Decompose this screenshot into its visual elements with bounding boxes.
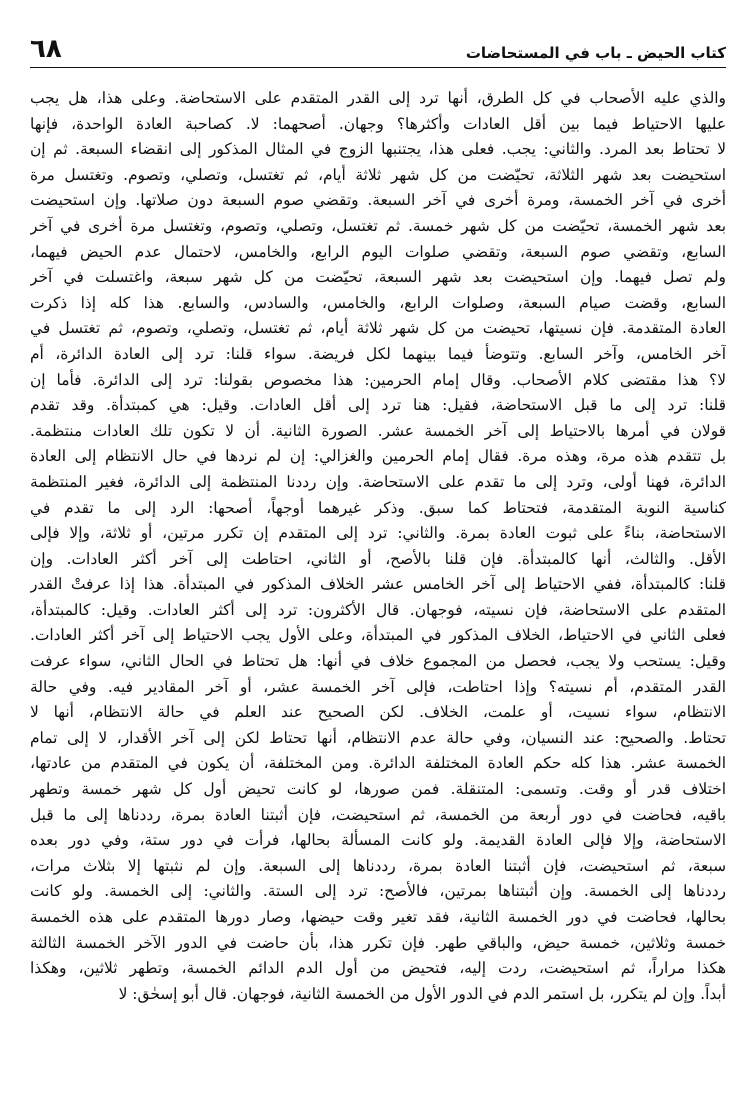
text-line: الدائرة، فهنا أولى، وترد إلى ما تقدم على الاستحاضة. وإن رددنا المنتظمة إلى الدائرة، فغير المنتظمة [30, 472, 726, 491]
running-title: كتاب الحيض ـ باب في المستحاضات [465, 44, 726, 62]
text-line: بل تتقدم هذه مرة، وهذه مرة. فقال إمام الحرمين والغزالي: إن لم نردها في حال الانتظام إلى العادة [30, 447, 726, 466]
text-line: اختلاف قدر أو وقت. وتسمى: المتنقلة. فمن صورها، لو كانت تحيض أول كل شهر خمسة وتطهر [30, 780, 726, 799]
text-line: قلنا: ترد إلى ما قبل الاستحاضة، فقيل: هنا ترد إلى أقل العادات. وقيل: هي كمبتدأة. وقد تقدم [30, 396, 726, 415]
text-line: الانتظام، سواء نسيت، أو علمت، الخلاف. لكن الصحيح عند العلم في حالة الانتظام، أنها لا [30, 703, 726, 722]
text-line: أخرى في آخر الخمسة، ومرة أخرى في آخر السبعة. وتقضي صوم السبعة دون صلاتها. وإن استحيضت [30, 191, 726, 210]
text-line: بعد شهر الخمسة، تحيّضت من كل شهر خمسة. ثم تغتسل، وتصلي، وتصوم، وتغتسل مرة أخرى في آخر [30, 216, 726, 235]
text-line: لا؟ هذا مقتضى كلام الأصحاب. وقال إمام الحرمين: هذا مخصوص بقولنا: ترد إلى الدائرة. فأما إن [30, 370, 726, 389]
text-line: باقيه، فحاضت في دور أربعة من الخمسة، ثم استحيضت، فإن أثبتنا العادة بمرة، رددناها إلى ما قبل [30, 805, 726, 824]
text-line: كناسية النوبة المتقدمة، فتحتاط كما سبق. وذكر غيرهما أوجهاً، أصحها: الرد إلى ما تقدم في [30, 498, 726, 517]
text-line: الاستحاضة، بناءً على ثبوت العادة بمرة. والثاني: ترد إلى المتقدم إن تكرر مرتين، أو ثلاثة، وإلا فإلى [30, 524, 726, 543]
body-text [30, 86, 726, 1007]
page-header [30, 24, 726, 68]
text-line: سبعة، ثم استحيضت، فإن أثبتنا العادة بمرة، رددناها إلى السبعة. وإن لم نثبتها إلا بثلاث مرات، [30, 856, 726, 875]
text-line: الخمسة عشر. هذا كله حكم العادة المختلفة الدائرة. ومن المختلفة، أن يكون في المتقدم من عادتها، [30, 754, 726, 773]
text-line: هكذا مراراً، ثم استحيضت، ردت إليه، فتحيض من أول الدم الدائم الخمسة، وتطهر ثلاثين، وهكذا [30, 959, 726, 978]
text-line: عليها الاحتياط فيما بين أقل العادات وأكثرها؟ وجهان. أصحهما: لا. كصاحبة العادة الواحدة، فإنها [30, 114, 726, 133]
page-number: ٦٨ [30, 34, 62, 64]
text-line: لا تحتاط بعد المرد. والثاني: يجب. فعلى هذا، يجتنبها الزوج في المثال المذكور إلى انقضاء السبعة. ثم إن [30, 140, 726, 159]
text-line: والذي عليه الأصحاب في كل الطرق، أنها ترد إلى القدر المتقدم على الاستحاضة. وعلى هذا، هل يجب [30, 89, 726, 107]
text-line: الأقل. والثالث، أنها كالمبتدأة. فإن قلنا بالأصح، أو الثاني، احتاطت إلى آخر أكثر العادات. وإن [30, 549, 726, 568]
text-line: السابع، وتقضي صوم السبعة، وتقضي صلوات اليوم الرابع، والخامس، لاحتمال عدم الحيض فيهما، [30, 242, 726, 261]
text-line: قولان في أمرها بالاحتياط إلى آخر الخمسة عشر. الصورة الثانية. أن لا تكون تلك العادات منتظمة. [30, 421, 726, 440]
text-line: تحتاط. والصحيح: عند النسيان، وفي حالة عدم الانتظام، أنها تحتاط لكن إلى آخر الأقدار، لا إلى تمام [30, 728, 726, 747]
text-line: رددناها إلى الخمسة. وإن أثبتناها بمرتين، فالأصح: ترد إلى الستة. والثاني: إلى الخمسة. ولو كانت [30, 882, 726, 901]
text-line: المتقدم على الاستحاضة، فإن نسيته، فوجهان. قال الأكثرون: ترد إلى أكثر العادات. وقيل: كالمبتدأة، [30, 600, 726, 619]
text-line: فعلى الثاني في الاحتياط، الخلاف المذكور في المبتدأة، وعلى الأول يجب الاحتياط إلى آخر أكثر العادات. [30, 626, 726, 645]
text-line: ولم تصل فيهما. وإن استحيضت بعد شهر السبعة، تحيّضت من كل شهر سبعة، واغتسلت في آخر [30, 268, 726, 287]
text-line: أبداً. وإن لم يتكرر، بل استمر الدم في الدور الأول من الخمسة الثانية، فوجهان. قال أبو إسحٰق: لا [118, 984, 726, 1003]
text-line: بحالها، فحاضت في دور الخمسة الثانية، فقد تغير وقت حيضها، وصار دورها المتقدم على هذه الخمسة [30, 908, 726, 926]
text-line: استحيضت بعد شهر الثلاثة، تحيّضت من كل شهر ثلاثة أيام، ثم تغتسل، وتصلي، وتصوم. وتغتسل مرة [30, 165, 726, 184]
text-line: القدر المتقدم، أم نسيته؟ وإذا احتاطت، فإلى آخر الخمسة عشر، أو آخر المقادير فيه. وفي حالة [30, 677, 726, 696]
text-line: السابع، وقضت صيام السبعة، وصلوات الرابع، والخامس، والسادس، والسابع. هذا كله إذا ذكرت [30, 293, 726, 312]
text-line: وقيل: يستحب ولا يجب، فحصل من المجموع خلاف في أنها: هل تحتاط في الحال الثاني، سواء عرفت [30, 652, 726, 671]
text-line: خمسة وثلاثين، خمسة حيض، والباقي طهر. فإن تكرر هذا، بأن حاضت في الدور الآخر الخمسة الثالثة [30, 933, 726, 952]
text-line: العادة المتقدمة. فإن نسيتها، تحيضت من كل شهر ثلاثة أيام، ثم تغتسل، وتصلي، وتصوم، ثم تغتسل في [30, 319, 726, 338]
text-line: الاستحاضة، وإلا فإلى العادة القديمة. ولو كانت المسألة بحالها، فرأت في دور ستة، وفي دور بعده [30, 831, 726, 850]
text-line: آخر الخامس، وآخر السابع. وتتوضأ فيما بينهما لكل فريضة. سواء قلنا: ترد إلى العادة الدائرة، أم [30, 344, 726, 363]
text-line: قلنا: كالمبتدأة، ففي الاحتياط إلى آخر الخامس عشر الخلاف المذكور في المبتدأة. هذا إذا عرفتْ القدر [30, 575, 726, 594]
